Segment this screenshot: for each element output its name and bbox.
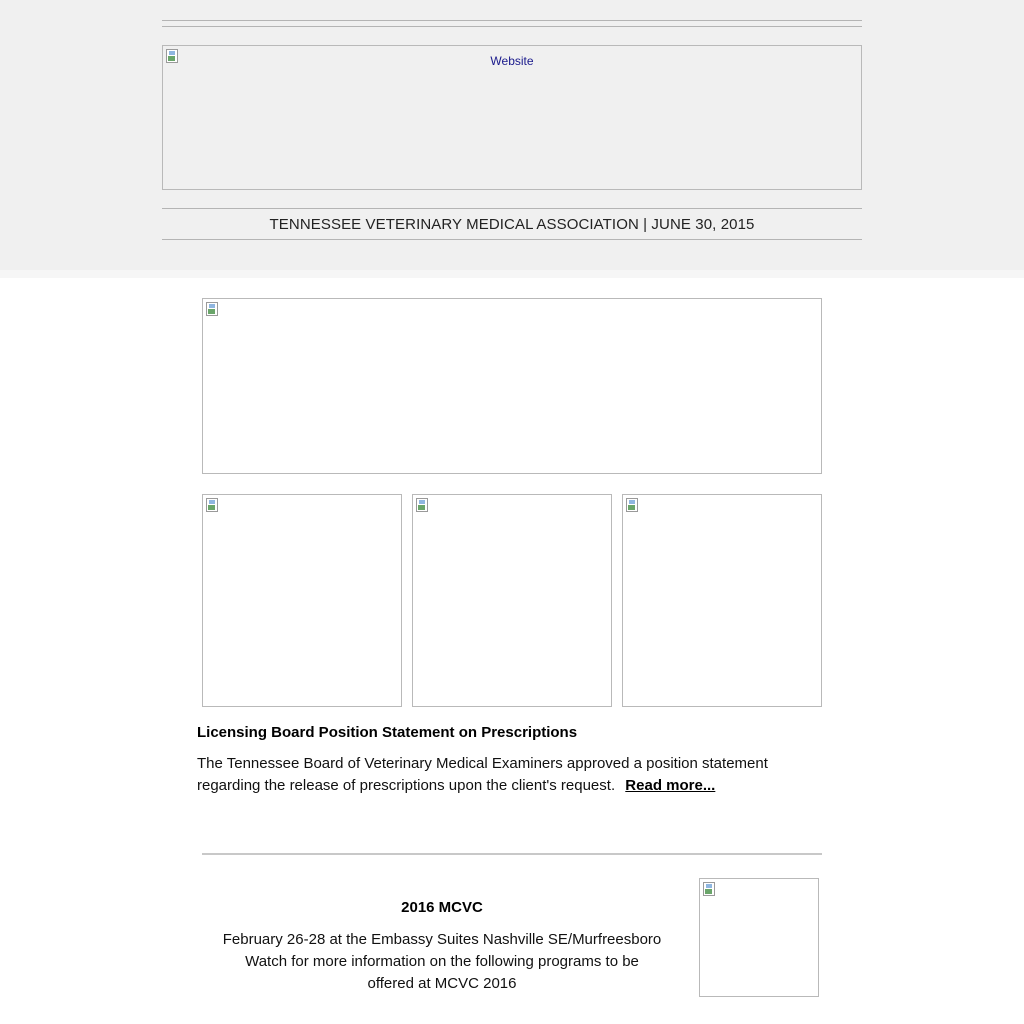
article-title: Licensing Board Position Statement on Prescriptions <box>197 724 578 741</box>
newsletter-date-line: TENNESSEE VETERINARY MEDICAL ASSOCIATION | JUNE 30, 2015 <box>269 216 755 233</box>
broken-image-icon <box>415 497 431 513</box>
feature-image-3[interactable] <box>622 494 822 707</box>
website-banner-image[interactable] <box>162 45 862 190</box>
banner-alt-text: Website <box>490 54 534 68</box>
date-rule-bottom <box>162 239 862 240</box>
mcvc-image[interactable] <box>699 878 819 997</box>
broken-image-icon <box>205 497 221 513</box>
feature-image-2[interactable] <box>412 494 612 707</box>
feature-image-1[interactable] <box>202 494 402 707</box>
header-rule-top-1 <box>162 20 862 21</box>
mcvc-line: February 26-28 at the Embassy Suites Nashville SE/Murfreesboro <box>222 931 662 948</box>
article-body <box>197 753 827 797</box>
date-rule-top <box>162 208 862 209</box>
mcvc-title: 2016 MCVC <box>401 899 483 916</box>
section-divider <box>202 853 822 855</box>
read-more-link[interactable]: Read more... <box>625 777 716 794</box>
article-body-text: The Tennessee Board of Veterinary Medical Examiners approved a position statement regarding the release of prescriptions upon the client's request. <box>197 755 768 794</box>
broken-image-icon <box>205 301 221 317</box>
mcvc-description <box>212 929 672 995</box>
header-rule-top-2 <box>162 26 862 27</box>
header-strip <box>0 270 1024 278</box>
mcvc-line: Watch for more information on the following programs to be <box>245 953 639 970</box>
hero-image[interactable] <box>202 298 822 474</box>
broken-image-icon <box>702 881 718 897</box>
broken-image-icon <box>625 497 641 513</box>
mcvc-line: offered at MCVC 2016 <box>367 975 517 992</box>
